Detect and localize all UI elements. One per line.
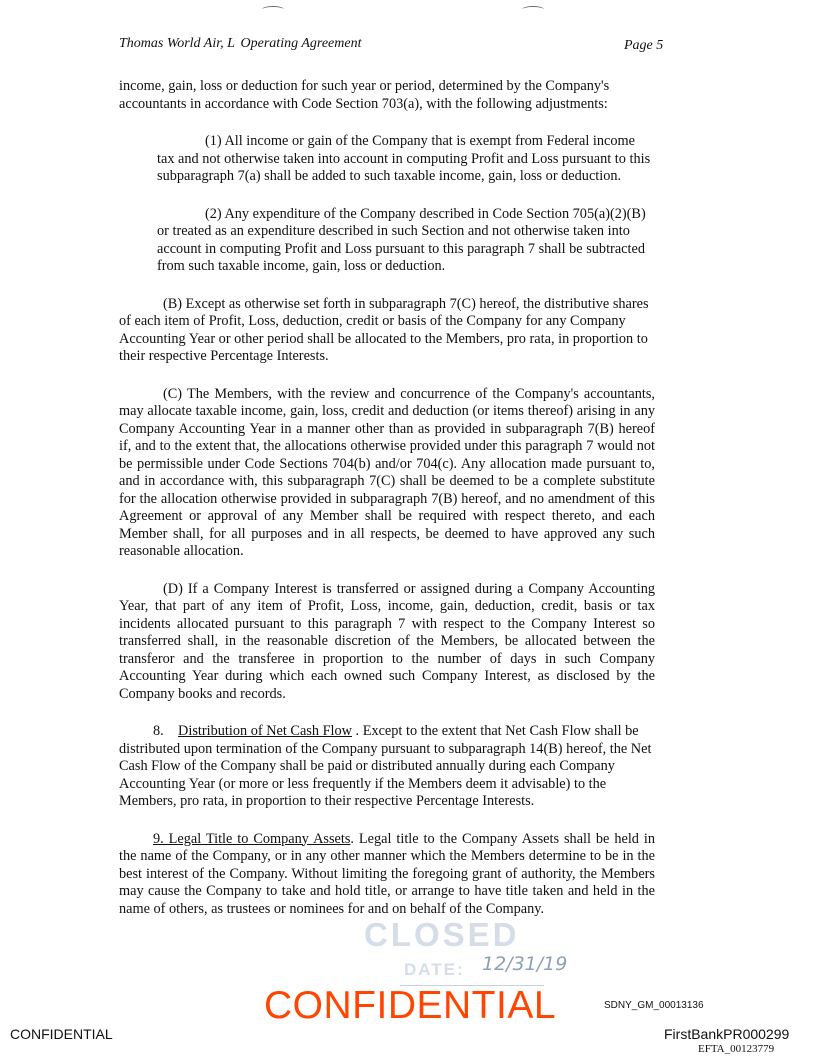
stamp-date-label: DATE: [404, 960, 465, 979]
confidential-label: CONFIDENTIAL [10, 1026, 113, 1042]
paragraph-intro: income, gain, loss or deduction for such year or period, determined by the Company's accountants in accordance with Code Section 703(a), with the following adjustments: [119, 78, 610, 112]
scan-mark-right [522, 6, 544, 13]
paragraph-b: (B) Except as otherwise set forth in subparagraph 7(C) hereof, the distributive shares of each item of Profit, Loss, deduction, credit or basis of the Company for any Company Accounting Year or other period shall be allocated to the Members, pro rata, in proportion to their respective Percentage Interests. [119, 295, 649, 364]
bates-number-efta: EFTA_00123779 [698, 1043, 775, 1055]
bates-number-firstbank: FirstBankPR000299 [664, 1026, 790, 1042]
bates-number-sdny: SDNY_GM_00013136 [604, 1000, 704, 1011]
paragraph-c: (C) The Members, with the review and concurrence of the Company's accountants, may allocate taxable income, gain, loss, credit and deduction (or items thereof) arising in any Company Accounting Year in a manner other than as provided in subparagraph 7(B) hereof if, and to the extent that, the allocations otherwise provided under this paragraph 7 would not be permissible under Code Sections 704(b) and/or 704(c). Any allocation made pursuant to, and in accordance with, this subparagraph 7(C) shall be deemed to be a complete substitute for the allocation otherwise provided in subparagraph 7(B) hereof, and no amendment of this Agreement or approval of any Member shall be required with respect thereto, and each Member shall, for all purposes and in all respects, be deemed to have approved any such reasonable allocation. [119, 385, 655, 559]
section-8-text: . Except to the extent that Net Cash Flow shall be distributed upon termination of the Company pursuant to subparagraph 14(B) hereof, the Net Cash Flow of the Company shall be paid or distributed annually during each Company Accounting Year (or more or less frequently if the Members deem it advisable) to the Members, pro rata, in proportion to their respective Percentage Interests. [119, 723, 652, 809]
document-body [119, 78, 655, 938]
stamp-date-handwritten: 12/31/19 [482, 953, 568, 975]
closed-stamp: CLOSED [364, 916, 520, 953]
section-8-heading: Distribution of Net Cash Flow [178, 723, 352, 739]
paragraph-adjustment-2: (2) Any expenditure of the Company described in Code Section 705(a)(2)(B) or treated as an expenditure described in such Section and not otherwise taken into account in computing Profit and Loss pursuant to this paragraph 7 shall be subtracted from such taxable income, gain, loss or deduction. [157, 205, 646, 274]
paragraph-d: (D) If a Company Interest is transferred or assigned during a Company Accounting Year, that part of any item of Profit, Loss, income, gain, deduction, credit, basis or tax incidents allocated pursuant to this paragraph 7 with respect to the Company Interest so transferred shall, in the reasonable discretion of the Members, be allocated between the transferor and the transferee in proportion to the number of days in such Company Accounting Year during which each owned such Company Interest, as disclosed by the Company books and records. [119, 580, 655, 702]
scan-mark-left [262, 6, 284, 13]
section-9 [119, 831, 655, 919]
section-9-text: . Legal title to the Company Assets shall be held in the name of the Company, or in any other manner which the Members determine to be in the best interest of the Company. Without limiting the foregoing grant of authority, the Members may cause the Company to take and hold title, or arrange to have title taken and held in the name of others, as trustees or nominees for and on behalf of the Company. [119, 830, 655, 917]
confidential-watermark: CONFIDENTIAL [264, 984, 557, 1027]
page-number: Page 5 [624, 38, 664, 53]
paragraph-adjustment-1: (1) All income or gain of the Company that is exempt from Federal income tax and not otherwise taken into account in computing Profit and Loss pursuant to this subparagraph 7(a) shall be added to such taxable income, gain, loss or deduction. [157, 133, 651, 184]
section-8 [119, 723, 655, 811]
section-8-number: 8. [153, 723, 164, 739]
section-9-heading: 9. Legal Title to Company Assets [153, 830, 351, 847]
document-header-title: Thomas World Air, L Operating Agreement [119, 36, 362, 51]
